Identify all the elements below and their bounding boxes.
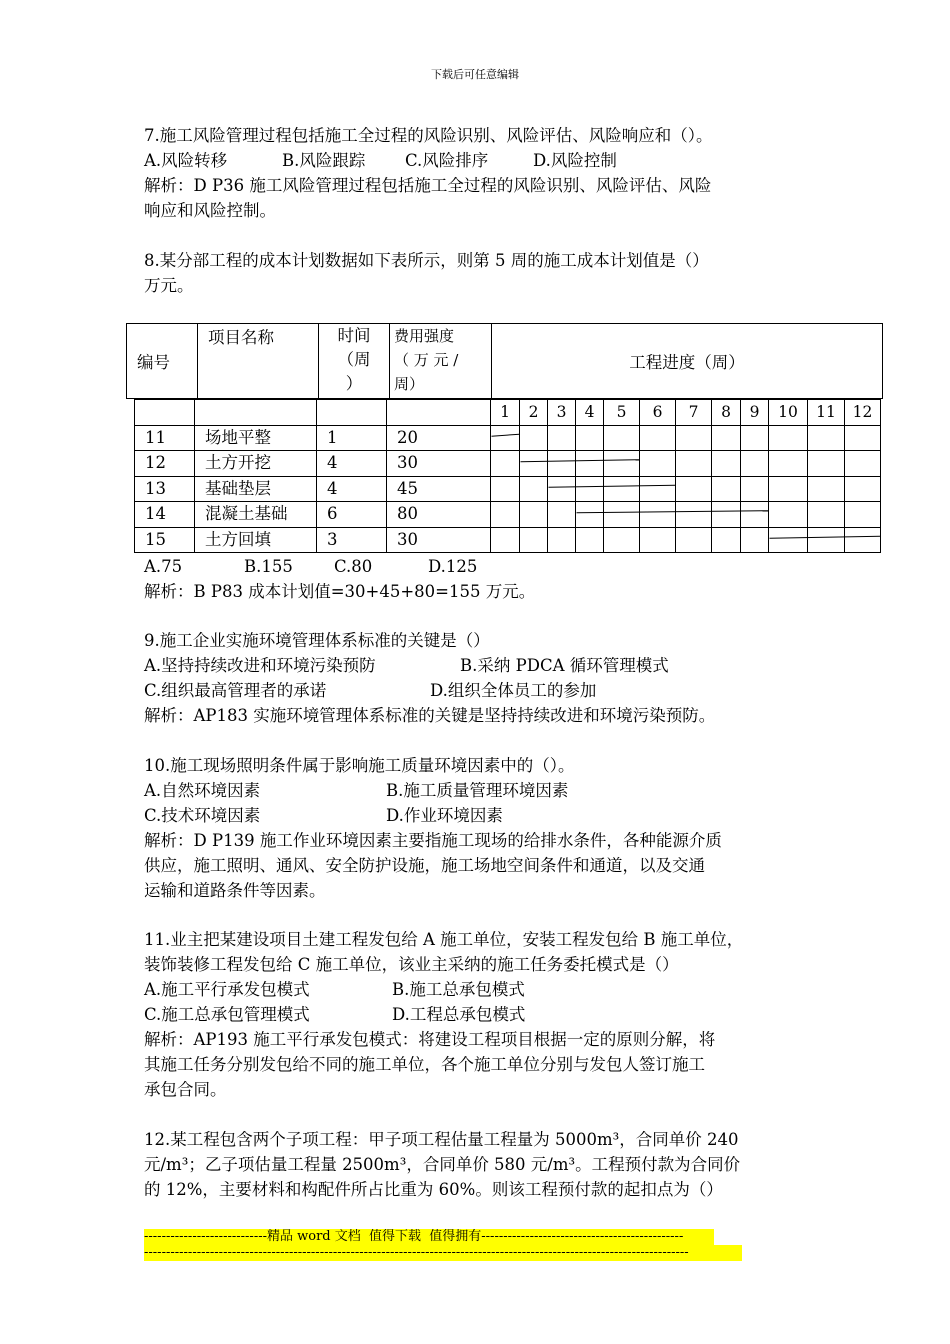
week-cell	[676, 451, 712, 477]
row-name: 土方回填	[195, 527, 317, 553]
week-cell	[604, 527, 640, 553]
q11-option-b: B.施工总承包模式	[392, 980, 525, 999]
table-row	[135, 451, 881, 477]
q9-option-b: B.采纳 PDCA 循环管理模式	[460, 656, 669, 675]
row-time: 1	[317, 425, 387, 451]
week-cell	[712, 476, 741, 502]
header-time-line2: （周	[337, 350, 371, 369]
row-no: 13	[135, 476, 195, 502]
week-cell	[576, 425, 604, 451]
week-cell	[604, 425, 640, 451]
week-number: 6	[640, 400, 676, 426]
page-header-note: 下载后可任意编辑	[431, 68, 519, 81]
header-cost-line1: 费用强度	[394, 327, 455, 345]
week-cell	[576, 502, 604, 528]
week-cell	[712, 502, 741, 528]
week-blank	[317, 400, 387, 426]
q11-option-c: C.施工总承包管理模式	[144, 1005, 310, 1024]
q8-option-a: A.75	[144, 557, 183, 576]
q12-stem-line2: 元/m³；乙子项估量工程量 2500m³，合同单价 580 元/m³。工程预付款为合同价	[144, 1155, 741, 1174]
week-cell	[845, 476, 881, 502]
week-cell	[741, 476, 769, 502]
week-cell	[676, 476, 712, 502]
week-number: 5	[604, 400, 640, 426]
week-cell	[712, 451, 741, 477]
week-cell	[576, 476, 604, 502]
week-cell	[520, 527, 548, 553]
table-row	[135, 527, 881, 553]
week-cell	[491, 502, 520, 528]
row-time: 4	[317, 451, 387, 477]
week-cell	[845, 527, 881, 553]
q8-option-c: C.80	[334, 557, 373, 576]
q8-option-d: D.125	[428, 557, 478, 576]
q10-option-a: A.自然环境因素	[144, 781, 261, 800]
header-time-line1: 时间	[337, 326, 371, 345]
q9-stem: 9.施工企业实施环境管理体系标准的关键是（）	[144, 631, 490, 650]
week-cell	[845, 502, 881, 528]
row-cost: 80	[387, 502, 491, 528]
q9-option-a: A.坚持持续改进和环境污染预防	[144, 656, 376, 675]
row-no: 14	[135, 502, 195, 528]
q7-stem: 7.施工风险管理过程包括施工全过程的风险识别、风险评估、风险响应和（）。	[144, 126, 713, 145]
q7-option-b: B.风险跟踪	[282, 151, 366, 170]
q7-option-c: C.风险排序	[405, 151, 489, 170]
q10-option-d: D.作业环境因素	[386, 806, 503, 825]
week-number: 10	[769, 400, 808, 426]
footer-banner-line1: ----------------------------精品 word 文档 值得下载 值得拥有----------------------------------------------	[144, 1229, 714, 1245]
q8-analysis: 解析：B P83 成本计划值=30+45+80=155 万元。	[144, 582, 536, 601]
week-cell	[640, 527, 676, 553]
week-cell	[741, 451, 769, 477]
week-cell	[604, 451, 640, 477]
week-cell	[520, 502, 548, 528]
header-cost-line3: 周）	[394, 375, 425, 393]
week-cell	[808, 451, 845, 477]
q7-option-a: A.风险转移	[144, 151, 228, 170]
week-cell	[712, 527, 741, 553]
row-name: 混凝土基础	[195, 502, 317, 528]
q7-analysis-line1: 解析：D P36 施工风险管理过程包括施工全过程的风险识别、风险评估、风险	[144, 176, 712, 195]
row-name: 场地平整	[195, 425, 317, 451]
q10-stem: 10.施工现场照明条件属于影响施工质量环境因素中的（）。	[144, 756, 575, 775]
cost-table-header	[126, 323, 883, 399]
q11-analysis-line2: 其施工任务分别发包给不同的施工单位，各个施工单位分别与发包人签订施工	[144, 1055, 705, 1074]
header-time-line3: ）	[345, 374, 363, 393]
q10-analysis-line3: 运输和道路条件等因素。	[144, 881, 326, 900]
week-cell	[640, 451, 676, 477]
week-cell	[808, 476, 845, 502]
week-cell	[491, 451, 520, 477]
week-cell	[491, 527, 520, 553]
week-cell	[741, 502, 769, 528]
week-cell	[712, 425, 741, 451]
week-cell	[520, 451, 548, 477]
row-time: 6	[317, 502, 387, 528]
q9-analysis: 解析：AP183 实施环境管理体系标准的关键是坚持持续改进和环境污染预防。	[144, 706, 716, 725]
week-cell	[676, 425, 712, 451]
week-cell	[520, 425, 548, 451]
week-cell	[769, 425, 808, 451]
week-blank	[195, 400, 317, 426]
row-name: 基础垫层	[195, 476, 317, 502]
week-number: 9	[741, 400, 769, 426]
week-cell	[520, 476, 548, 502]
row-cost: 30	[387, 527, 491, 553]
week-cell	[576, 527, 604, 553]
table-row	[135, 425, 881, 451]
week-cell	[845, 451, 881, 477]
week-cell	[741, 425, 769, 451]
row-cost: 30	[387, 451, 491, 477]
week-cell	[548, 476, 576, 502]
week-number: 8	[712, 400, 741, 426]
q11-option-a: A.施工平行承发包模式	[144, 980, 310, 999]
q8-stem-line2: 万元。	[144, 276, 194, 295]
header-time	[319, 324, 390, 399]
week-cell	[845, 425, 881, 451]
week-cell	[769, 451, 808, 477]
week-cell	[640, 425, 676, 451]
week-cell	[769, 527, 808, 553]
q10-option-b: B.施工质量管理环境因素	[386, 781, 569, 800]
week-cell	[548, 451, 576, 477]
week-cell	[808, 527, 845, 553]
row-cost: 20	[387, 425, 491, 451]
week-cell	[676, 527, 712, 553]
week-cell	[808, 425, 845, 451]
q11-option-d: D.工程总承包模式	[392, 1005, 526, 1024]
q7-option-d: D.风险控制	[533, 151, 617, 170]
week-cell	[548, 502, 576, 528]
q9-option-d: D.组织全体员工的参加	[430, 681, 597, 700]
q11-stem-line2: 装饰装修工程发包给 C 施工单位，该业主采纳的施工任务委托模式是（）	[144, 955, 679, 974]
row-cost: 45	[387, 476, 491, 502]
week-number: 1	[491, 400, 520, 426]
week-cell	[604, 476, 640, 502]
row-no: 11	[135, 425, 195, 451]
row-no: 12	[135, 451, 195, 477]
week-cell	[640, 476, 676, 502]
header-cost	[390, 324, 492, 399]
week-cell	[548, 425, 576, 451]
q8-stem-line1: 8.某分部工程的成本计划数据如下表所示，则第 5 周的施工成本计划值是（）	[144, 251, 709, 270]
q10-option-c: C.技术环境因素	[144, 806, 261, 825]
week-blank	[135, 400, 195, 426]
row-no: 15	[135, 527, 195, 553]
week-header-row	[135, 400, 881, 426]
week-cell	[576, 451, 604, 477]
q10-analysis-line1: 解析：D P139 施工作业环境因素主要指施工现场的给排水条件，各种能源介质	[144, 831, 722, 850]
week-number: 3	[548, 400, 576, 426]
week-cell	[769, 502, 808, 528]
header-name: 项目名称	[198, 324, 319, 399]
q12-stem-line3: 的 12%，主要材料和构配件所占比重为 60%。则该工程预付款的起扣点为（）	[144, 1180, 723, 1199]
week-number: 7	[676, 400, 712, 426]
week-cell	[741, 527, 769, 553]
week-cell	[548, 527, 576, 553]
row-time: 4	[317, 476, 387, 502]
q11-analysis-line1: 解析：AP193 施工平行承发包模式：将建设工程项目根据一定的原则分解，将	[144, 1030, 716, 1049]
q7-analysis-line2: 响应和风险控制。	[144, 201, 276, 220]
week-number: 4	[576, 400, 604, 426]
cost-table-body	[134, 399, 881, 553]
q11-stem-line1: 11.业主把某建设项目土建工程发包给 A 施工单位，安装工程发包给 B 施工单位，	[144, 930, 744, 949]
week-number: 2	[520, 400, 548, 426]
table-row	[135, 476, 881, 502]
week-cell	[676, 502, 712, 528]
header-no: 编号	[127, 324, 198, 399]
week-number: 11	[808, 400, 845, 426]
week-cell	[491, 425, 520, 451]
week-blank	[387, 400, 491, 426]
q12-stem-line1: 12.某工程包含两个子项工程：甲子项工程估量工程量为 5000m³，合同单价 240	[144, 1130, 739, 1149]
footer-banner-line2: ----------------------------------------------------------------------------------------------------------------------------	[144, 1245, 742, 1261]
week-cell	[604, 502, 640, 528]
row-time: 3	[317, 527, 387, 553]
week-cell	[640, 502, 676, 528]
header-progress: 工程进度（周）	[492, 324, 883, 399]
q11-analysis-line3: 承包合同。	[144, 1080, 227, 1099]
q8-option-b: B.155	[244, 557, 293, 576]
row-name: 土方开挖	[195, 451, 317, 477]
q10-analysis-line2: 供应，施工照明、通风、安全防护设施，施工场地空间条件和通道，以及交通	[144, 856, 705, 875]
week-cell	[491, 476, 520, 502]
table-row	[135, 502, 881, 528]
q9-option-c: C.组织最高管理者的承诺	[144, 681, 327, 700]
week-cell	[808, 502, 845, 528]
week-number: 12	[845, 400, 881, 426]
header-cost-line2: （ 万 元 /	[394, 351, 459, 369]
week-cell	[769, 476, 808, 502]
